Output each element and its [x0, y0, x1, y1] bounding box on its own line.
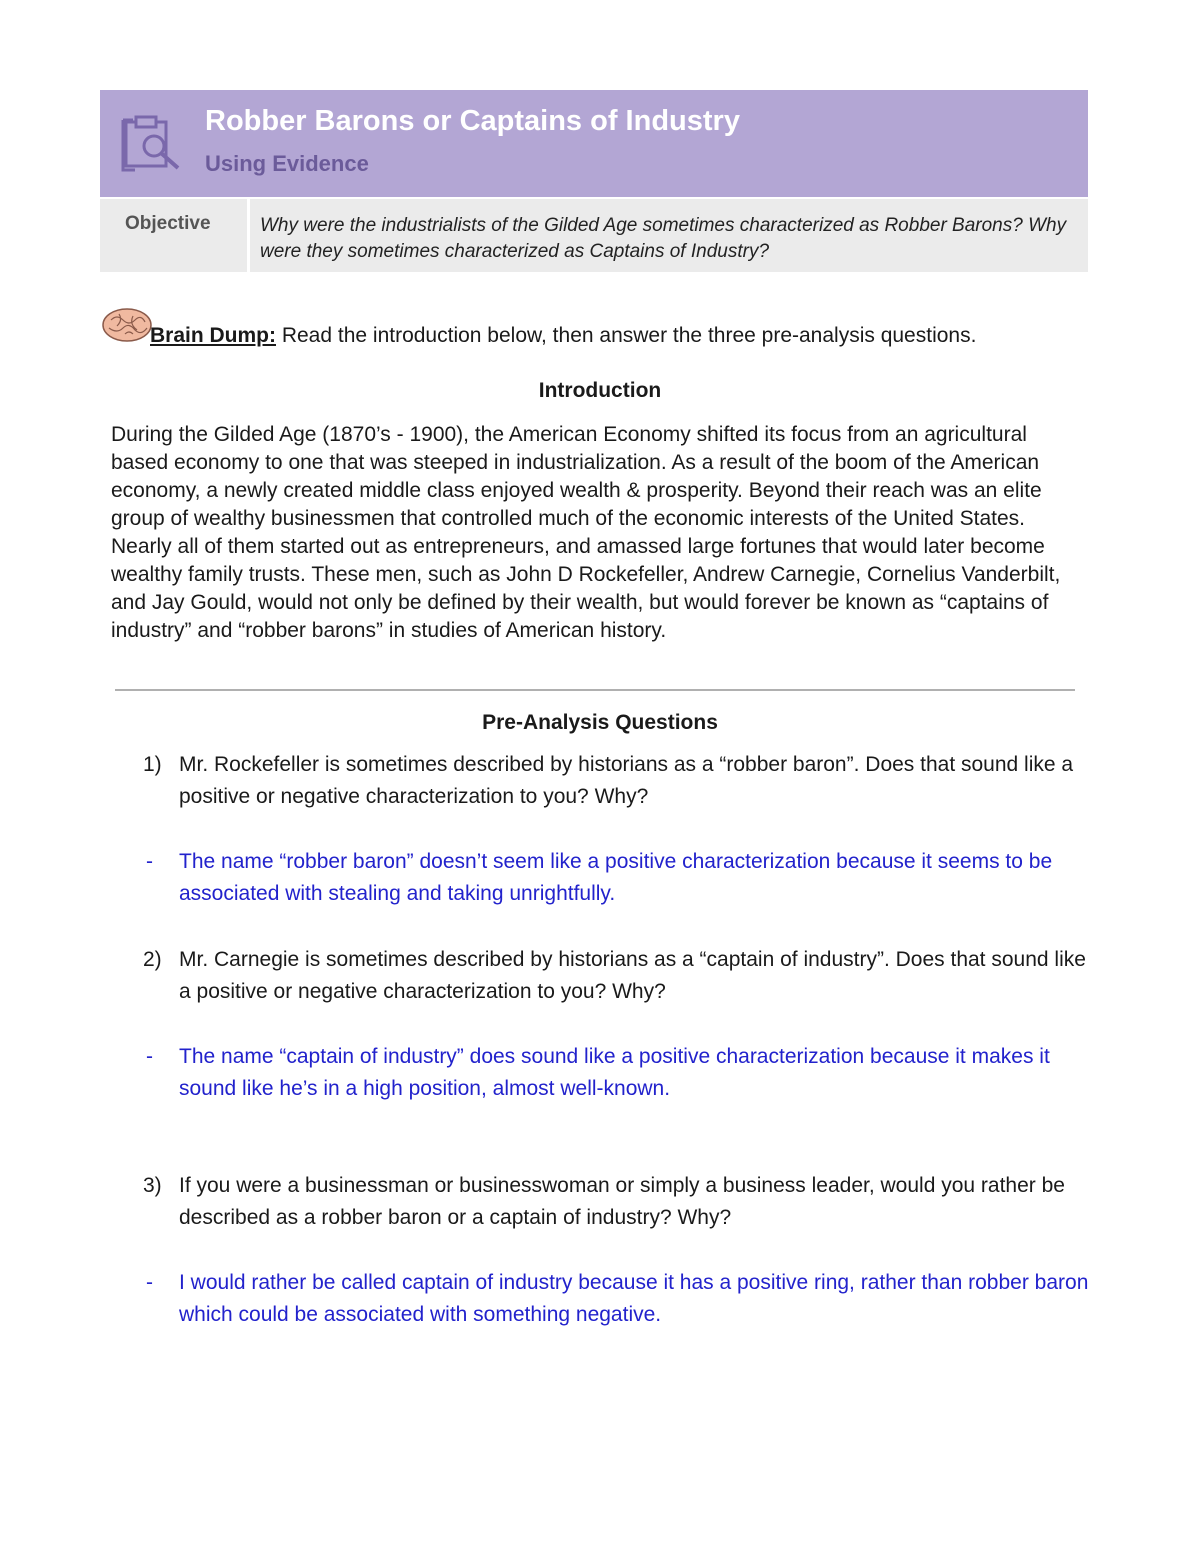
answer-bullet: -	[146, 1271, 153, 1294]
answer-text: I would rather be called captain of industry because it has a positive ring, rather than robber baron which could be associated with something negative.	[179, 1271, 1089, 1326]
question-text: Mr. Rockefeller is sometimes described by historians as a “robber baron”. Does that sound like a positive or negative characterization to you? Why?	[179, 753, 1074, 808]
objective-text-cell	[250, 199, 1088, 272]
page-title: Robber Barons or Captains of Industry	[205, 105, 740, 137]
section-divider	[115, 689, 1075, 691]
question-number: 2)	[143, 948, 162, 971]
brain-dump-instructions	[150, 324, 976, 348]
objective-label-cell	[100, 199, 247, 272]
objective-label: Objective	[125, 213, 211, 234]
answer-bullet: -	[146, 850, 153, 873]
answer-bullet: -	[146, 1045, 153, 1068]
answer-text: The name “captain of industry” does sound like a positive characterization because it makes it sound like he’s in a high position, almost well-known.	[179, 1045, 1050, 1100]
question-text: If you were a businessman or businesswoman or simply a business leader, would you rather be described as a robber baron or a captain of industry? Why?	[179, 1174, 1065, 1229]
clipboard-magnifier-icon	[118, 112, 184, 178]
question-number: 3)	[143, 1174, 162, 1197]
brain-icon	[101, 306, 153, 344]
brain-dump-label: Brain Dump:	[150, 324, 276, 347]
brain-dump-text: Read the introduction below, then answer the three pre-analysis questions.	[276, 324, 977, 347]
objective-text: Why were the industrialists of the Gilded Age sometimes characterized as Robber Barons? Why were they sometimes characterized as Captains of Industry?	[260, 215, 1067, 262]
introduction-body: During the Gilded Age (1870’s - 1900), the American Economy shifted its focus from an agricultural based economy to one that was steeped in industrialization. As a result of the boom of the American economy, a newly created middle class enjoyed wealth & prosperity. Beyond their reach was an elite group of wealthy businessmen that controlled much of the economic interests of the United States. Nearly all of them started out as entrepreneurs, and amassed large fortunes that would later become wealthy family trusts. These men, such as John D Rockefeller, Andrew Carnegie, Cornelius Vanderbilt, and Jay Gould, would not only be defined by their wealth, but would forever be known as “captains of industry” and “robber barons” in studies of American history.	[111, 423, 1061, 642]
answer-text: The name “robber baron” doesn’t seem like a positive characterization because it seems to be associated with stealing and taking unrightfully.	[179, 850, 1053, 905]
introduction-heading: Introduction	[538, 379, 662, 402]
pre-analysis-heading: Pre-Analysis Questions	[482, 711, 718, 734]
header-band	[100, 90, 1088, 197]
question-text: Mr. Carnegie is sometimes described by historians as a “captain of industry”. Does that sound like a positive or negative characterization to you? Why?	[179, 948, 1086, 1003]
page-subtitle: Using Evidence	[205, 151, 369, 176]
question-number: 1)	[143, 753, 162, 776]
